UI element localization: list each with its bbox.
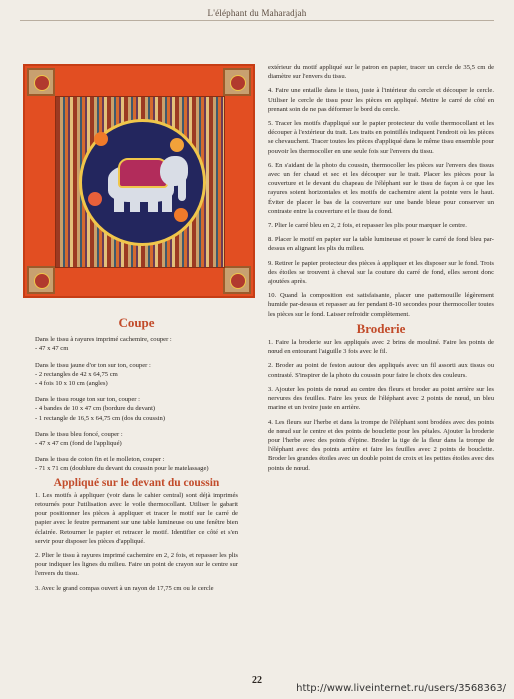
flower-motif: [170, 138, 184, 152]
cut-item: - 1 rectangle de 16,5 x 64,75 cm (dos du coussin): [35, 414, 166, 422]
cut-item: - 4 bandes de 10 x 47 cm (bordure du devant): [35, 405, 156, 413]
section-title-coupe: Coupe: [118, 315, 155, 330]
cut-item: - 47 x 47 cm: [35, 345, 69, 353]
cut-group: [35, 335, 238, 353]
section-title-broderie: Broderie: [356, 320, 406, 336]
right-column: [268, 63, 494, 478]
cut-item: - 2 rectangles de 42 x 64,75 cm: [35, 370, 118, 378]
elephant-leg: [162, 194, 172, 212]
instruction-step: 5. Tracer les motifs d'appliqué sur le papier protecteur du voile thermocollant et les découper à l'extérieur du trait. Les traits en pointillés indiquent l'endroit où les pièces se chevauchent. Tracer toutes les pièces d'appliqué dans le même tissu ensemble pour pouvoir les thermocoller en une seule fois sur l'envers du tissu.: [268, 120, 494, 155]
page-number: 22: [252, 675, 262, 686]
instruction-step: 7. Plier le carré bleu en 2, 2 fois, et repasser les plis pour marquer le centre.: [268, 222, 467, 230]
instruction-step: 4. Faire une entaille dans le tissu, juste à l'intérieur du cercle et découper le cercle. Utiliser le cercle de tissu pour les pièces en appliqué. Mettre le carré de côté en prenant soin de ne pas déformer le bord du cercle.: [268, 87, 494, 113]
corner-square-top-left: [27, 68, 55, 96]
header-rule: [20, 20, 494, 21]
instruction-step: 3. Ajouter les points de nœud au centre des fleurs et broder au point arrière sur les nervures des feuilles. Faire les yeux de l'éléphant avec 2 points de nœud, un bleu marine et un ivoire juste en arrière.: [268, 385, 494, 412]
instruction-step: 8. Placer le motif en papier sur la table lumineuse et poser le carré de fond bleu par-dessus en alignant les plis du milieu.: [268, 236, 494, 253]
cut-group: [35, 395, 238, 423]
elephant-leg: [130, 194, 140, 212]
corner-square-bottom-left: [27, 266, 55, 294]
elephant-leg: [114, 194, 124, 212]
elephant-leg: [148, 194, 158, 212]
instruction-step: 10. Quand la composition est satisfaisante, placer une pattemouille légèrement humide par-dessus et repasser au fer pendant 8-10 secondes pour thermocoller toutes les pièces sur le fond. Laisser refroidir complètement.: [268, 292, 494, 318]
cushion-photo: [23, 64, 255, 298]
instruction-step: 1. Faire la broderie sur les appliqués avec 2 brins de mouliné. Faire les points de nœud en entourant l'aiguille 3 fois avec le fil.: [268, 339, 494, 356]
instruction-step: 2. Broder au point de feston autour des appliqués avec un fil assorti aux tissus ou contrasté. S'inspirer de la photo du coussin pour faire le choix des couleurs.: [268, 362, 494, 379]
applique-circle: [79, 119, 206, 246]
instruction-step: extérieur du motif appliqué sur le patron en papier, tracer un cercle de 35,5 cm de diamètre sur l'envers du tissu.: [268, 64, 494, 81]
cut-item: - 4 fois 10 x 10 cm (angles): [35, 380, 108, 388]
cut-item: - 71 x 71 cm (doublure du devant du coussin pour le matelassage): [35, 465, 209, 473]
cut-intro: Dans le tissu à rayures imprimé cachemire, couper :: [35, 336, 172, 344]
corner-square-top-right: [223, 68, 251, 96]
watermark-url: http://www.liveinternet.ru/users/3568363/: [296, 683, 506, 694]
instruction-step: 1. Les motifs à appliquer (voir dans le cahier central) sont déjà imprimés retournés pour l'utilisation avec le voile thermocollant. Utiliser le gabarit pour positionner les pièces à appliquer et tracer le motif sur le carré de papier avec le feutre permanent sur une table lumineuse ou une fenêtre bien éclairée. Retourner le papier et retracer le motif. Identifier ce côté et s'en servir pour disposer les pièces d'appliqué.: [35, 491, 238, 545]
cut-group: [35, 361, 238, 389]
flower-motif: [88, 192, 102, 206]
flower-motif: [94, 132, 108, 146]
cut-intro: Dans le tissu de coton fin et le molleton, couper :: [35, 456, 165, 464]
flower-motif: [174, 208, 188, 222]
cut-intro: Dans le tissu rouge ton sur ton, couper :: [35, 396, 140, 404]
instruction-step: 6. En s'aidant de la photo du coussin, thermocoller les pièces sur l'envers des tissus avec un fer chaud et sec et les découper sur le trait. Placer les pièces pour la couverture et le devant du chapeau de l'éléphant sur le tissu de façon à ce que les rayures soient horizontales et les motifs de cachemire aient la pointe vers le haut. Éviter de placer le bas de la couverture sur une bande bleue pour conserver un contraste entre la couverture et le tissu de fond.: [268, 161, 494, 215]
running-header: L'éléphant du Maharadjah: [207, 8, 307, 18]
left-column: [35, 315, 238, 598]
elephant-trunk: [178, 177, 186, 201]
instruction-step: 3. Avec le grand compas ouvert à un rayon de 17,75 cm ou le cercle: [35, 584, 214, 592]
corner-square-bottom-right: [223, 266, 251, 294]
instruction-step: 9. Retirer le papier protecteur des pièces à appliquer et les disposer sur le fond. Trois des étoiles se trouvent à cheval sur la couture du carré de fond, elles seront donc ajoutées après.: [268, 259, 494, 286]
cut-group: [35, 430, 238, 448]
cut-intro: Dans le tissu jaune d'or ton sur ton, couper :: [35, 361, 151, 369]
cut-item: - 47 x 47 cm (fond de l'appliqué): [35, 440, 122, 448]
cut-group: [35, 455, 238, 473]
instruction-step: 4. Les fleurs sur l'herbe et dans la trompe de l'éléphant sont brodées avec des points de nœud sur le centre et des points de bouclette pour les pétales. Ajouter la broderie pour l'herbe avec des points d'épine. Broder la tige de la fleur dans la trompe de l'éléphant avec des points arrière et faire les feuilles avec 2 points de bouclette. Broder les grandes étoiles avec un double point de croix et les petites étoiles avec des points de nœud.: [268, 418, 494, 472]
instruction-step: 2. Plier le tissu à rayures imprimé cachemire en 2, 2 fois, et repasser les plis pour indiquer les lignes du milieu. Faire un point de crayon sur le centre sur l'envers du tissu.: [35, 552, 238, 578]
cut-intro: Dans le tissu bleu foncé, couper :: [35, 430, 123, 438]
section-title-applique: Appliqué sur le devant du coussin: [53, 476, 220, 489]
